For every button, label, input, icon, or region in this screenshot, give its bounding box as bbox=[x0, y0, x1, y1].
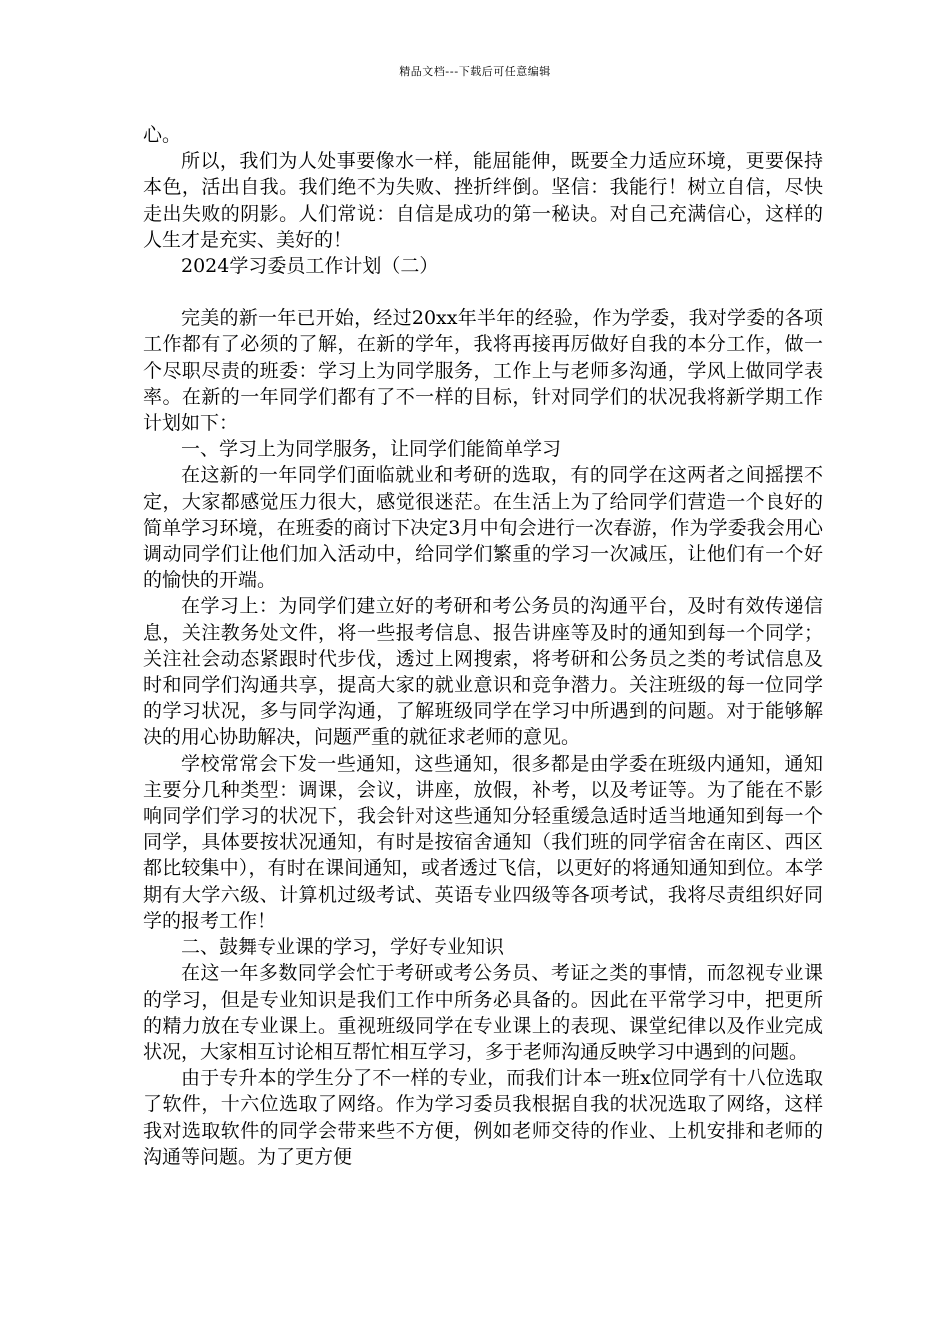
paragraph: 在这一年多数同学会忙于考研或考公务员、考证之类的事情，而忽视专业课的学习，但是专业知识是我们工作中所务必具备的。因此在平常学习中，把更所的精力放在专业课上。重视班级同学在专业课上的表现、课堂纪律以及作业完成状况，大家相互讨论相互帮忙相互学习，多于老师沟通反映学习中遇到的问题。 bbox=[143, 962, 823, 1063]
section-title: 2024学习委员工作计划（二） bbox=[181, 255, 439, 278]
paragraph: 在这新的一年同学们面临就业和考研的选取，有的同学在这两者之间摇摆不定，大家都感觉压力很大，感觉很迷茫。在生活上为了给同学们营造一个良好的简单学习环境，在班委的商讨下决定3月中旬会进行一次春游，作为学委我会用心调动同学们让他们加入活动中，给同学们繁重的学习一次减压，让他们有一个好的愉快的开端。 bbox=[143, 464, 823, 592]
paragraph: 由于专升本的学生分了不一样的专业，而我们计本一班x位同学有十八位选取了软件，十六位选取了网络。作为学习委员我根据自我的状况选取了网络，这样我对选取软件的同学会带来些不方便，例如老师交待的作业、上机安排和老师的沟通等问题。为了更方便 bbox=[143, 1067, 823, 1168]
paragraph: 在学习上：为同学们建立好的考研和考公务员的沟通平台，及时有效传递信息，关注教务处文件，将一些报考信息、报告讲座等及时的通知到每一个同学；关注社会动态紧跟时代步伐，透过上网搜索，将考研和公务员之类的考试信息及时和同学们沟通共享，提高大家的就业意识和竞争潜力。关注班级的每一位同学的学习状况，多与同学沟通，了解班级同学在学习中所遇到的问题。对于能够解决的用心协助解决，问题严重的就征求老师的意见。 bbox=[143, 595, 823, 749]
document-body bbox=[143, 122, 823, 1170]
page-header: 精品文档---下载后可任意编辑 bbox=[399, 65, 551, 78]
paragraph: 完美的新一年已开始，经过20xx年半年的经验，作为学委，我对学委的各项工作都有了必须的了解，在新的学年，我将再接再厉做好自我的本分工作，做一个尽职尽责的班委：学习上为同学服务，工作上与老师多沟通，学风上做同学表率。在新的一年同学们都有了不一样的目标，针对同学们的状况我将新学期工作计划如下： bbox=[143, 307, 823, 435]
section-heading: 二、鼓舞专业课的学习，学好专业知识 bbox=[181, 936, 505, 959]
paragraph: 所以，我们为人处事要像水一样，能屈能伸，既要全力适应环境，更要保持本色，活出自我。我们绝不为失败、挫折绊倒。坚信：我能行！树立自信，尽快走出失败的阴影。人们常说：自信是成功的第一秘诀。对自己充满信心，这样的人生才是充实、美好的！ bbox=[143, 150, 823, 251]
section-heading: 一、学习上为同学服务，让同学们能简单学习 bbox=[181, 438, 562, 461]
paragraph: 心。 bbox=[143, 124, 182, 146]
paragraph: 学校常常会下发一些通知，这些通知，很多都是由学委在班级内通知，通知主要分几种类型：调课，会议，讲座，放假，补考，以及考证等。为了能在不影响同学们学习的状况下，我会针对这些通知分轻重缓急适时适当地通知到每一个同学，具体要按状况通知，有时是按宿舍通知（我们班的同学宿舍在南区、西区都比较集中），有时在课间通知，或者透过飞信，以更好的将通知通知到位。本学期有大学六级、计算机过级考试、英语专业四级等各项考试，我将尽责组织好同学的报考工作！ bbox=[143, 752, 823, 932]
